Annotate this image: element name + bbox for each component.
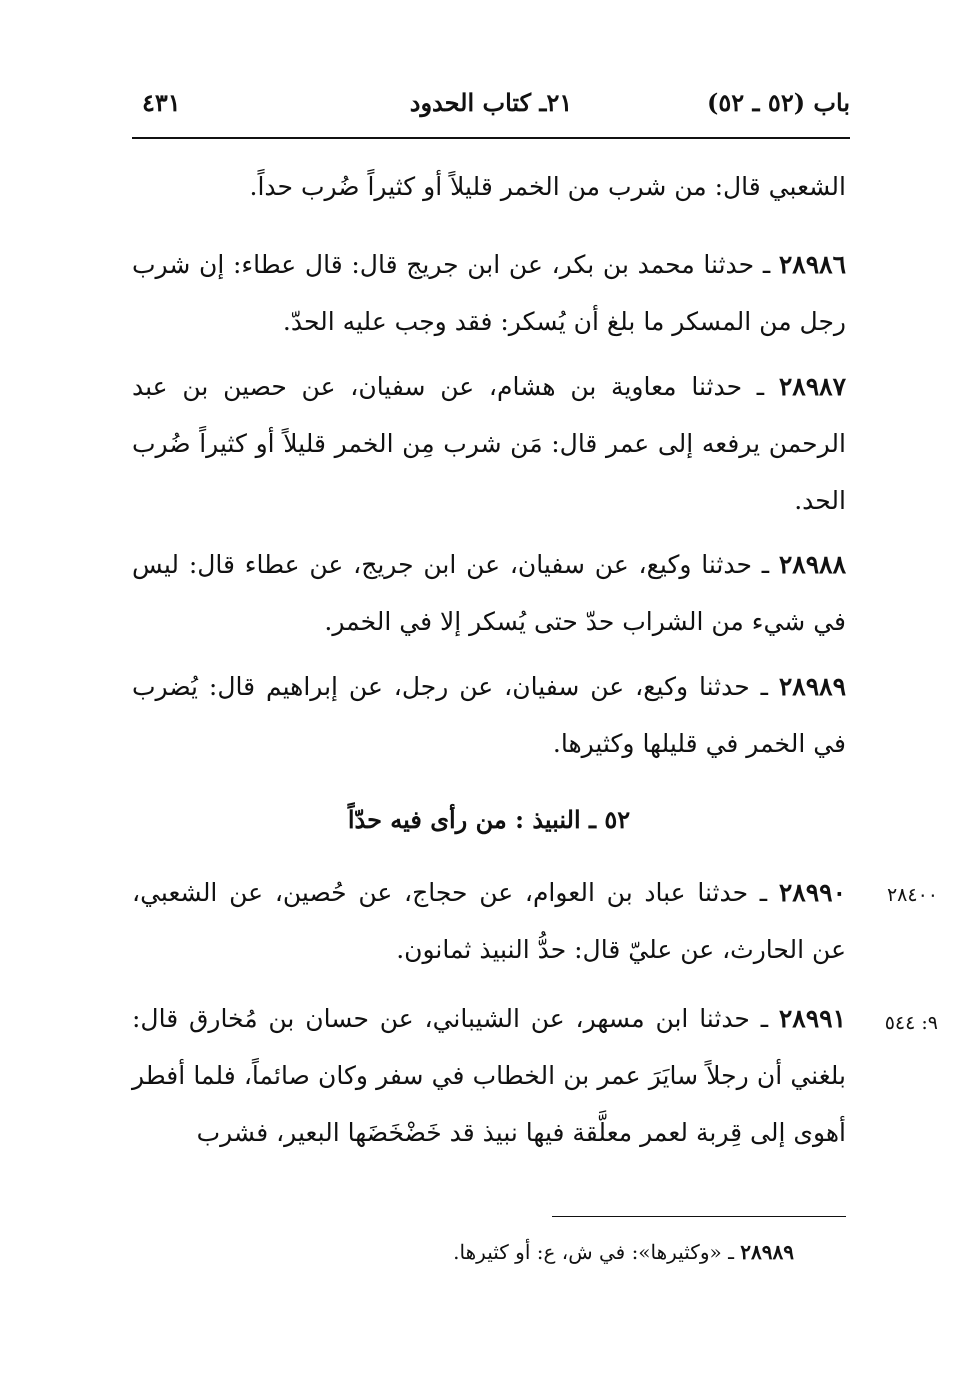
book-title: ٢١ـ كتاب الحدود xyxy=(409,88,573,117)
entry-text: ـ حدثنا معاوية بن هشام، عن سفيان، عن حصين بن عبد الرحمن يرفعه إلى عمر قال: مَن شرب مِن الخمر قليلاً أو كثيراً ضُرب الحد. xyxy=(132,372,846,515)
entry-28986 xyxy=(132,236,846,350)
entry-28990 xyxy=(132,864,846,978)
entry-28989 xyxy=(132,658,846,772)
entry-28991 xyxy=(132,990,846,1161)
entry-text: ـ حدثنا وكيع، عن سفيان، عن رجل، عن إبراهيم قال: يُضرب في الخمر في قليلها وكثيرها. xyxy=(132,672,846,758)
entry-number: ٢٨٩٨٦ xyxy=(778,250,846,279)
footnote-rule xyxy=(552,1216,846,1217)
margin-reference: ٩: ٥٤٤ xyxy=(884,1012,938,1034)
footnote-text: ـ «وكثيرها»: في ش، ع: أو كثيرها. xyxy=(453,1240,741,1264)
entry-text: ـ حدثنا عباد بن العوام، عن حجاج، عن حُصين، عن الشعبي، عن الحارث، عن عليّ قال: حدُّ النبيذ ثمانون. xyxy=(132,878,846,964)
chapter-range: باب (٥٢ ـ ٥٢) xyxy=(707,88,850,117)
entry-text: ـ حدثنا وكيع، عن سفيان، عن ابن جريج، عن عطاء قال: ليس في شيء من الشراب حدّ حتى يُسكر إلا في الخمر. xyxy=(132,550,846,636)
margin-reference: ٢٨٤٠٠ xyxy=(886,884,938,906)
entry-28987 xyxy=(132,358,846,529)
page-header xyxy=(132,88,850,128)
footnote xyxy=(132,1234,794,1270)
page-number: ٤٣١ xyxy=(142,88,181,117)
header-rule xyxy=(132,137,850,139)
entry-continuation xyxy=(132,158,846,215)
entry-number: ٢٨٩٨٧ xyxy=(778,372,846,401)
entry-text: ـ حدثنا ابن مسهر، عن الشيباني، عن حسان بن مُخارق قال: بلغني أن رجلاً سايَرَ عمر بن الخطاب في سفر وكان صائماً، فلما أفطر أهوى إلى قِربة لعمر معلَّقة فيها نبيذ قد خَضْخَضَها البعير، فشرب xyxy=(132,1004,846,1147)
entry-number: ٢٨٩٩٠ xyxy=(778,878,846,907)
footnote-number: ٢٨٩٨٩ xyxy=(740,1240,794,1264)
section-heading: ٥٢ ـ النبيذ : من رأى فيه حدّاً xyxy=(347,805,631,834)
entry-text: ـ حدثنا محمد بن بكر، عن ابن جريج قال: قال عطاء: إن شرب رجل من المسكر ما بلغ أن يُسكر: فقد وجب عليه الحدّ. xyxy=(132,250,846,336)
entry-28988 xyxy=(132,536,846,650)
entry-number: ٢٨٩٩١ xyxy=(778,1004,846,1033)
entry-number: ٢٨٩٨٨ xyxy=(778,550,846,579)
entry-text: الشعبي قال: من شرب من الخمر قليلاً أو كثيراً ضُرب حداً. xyxy=(249,172,846,201)
entry-number: ٢٨٩٨٩ xyxy=(778,672,846,701)
